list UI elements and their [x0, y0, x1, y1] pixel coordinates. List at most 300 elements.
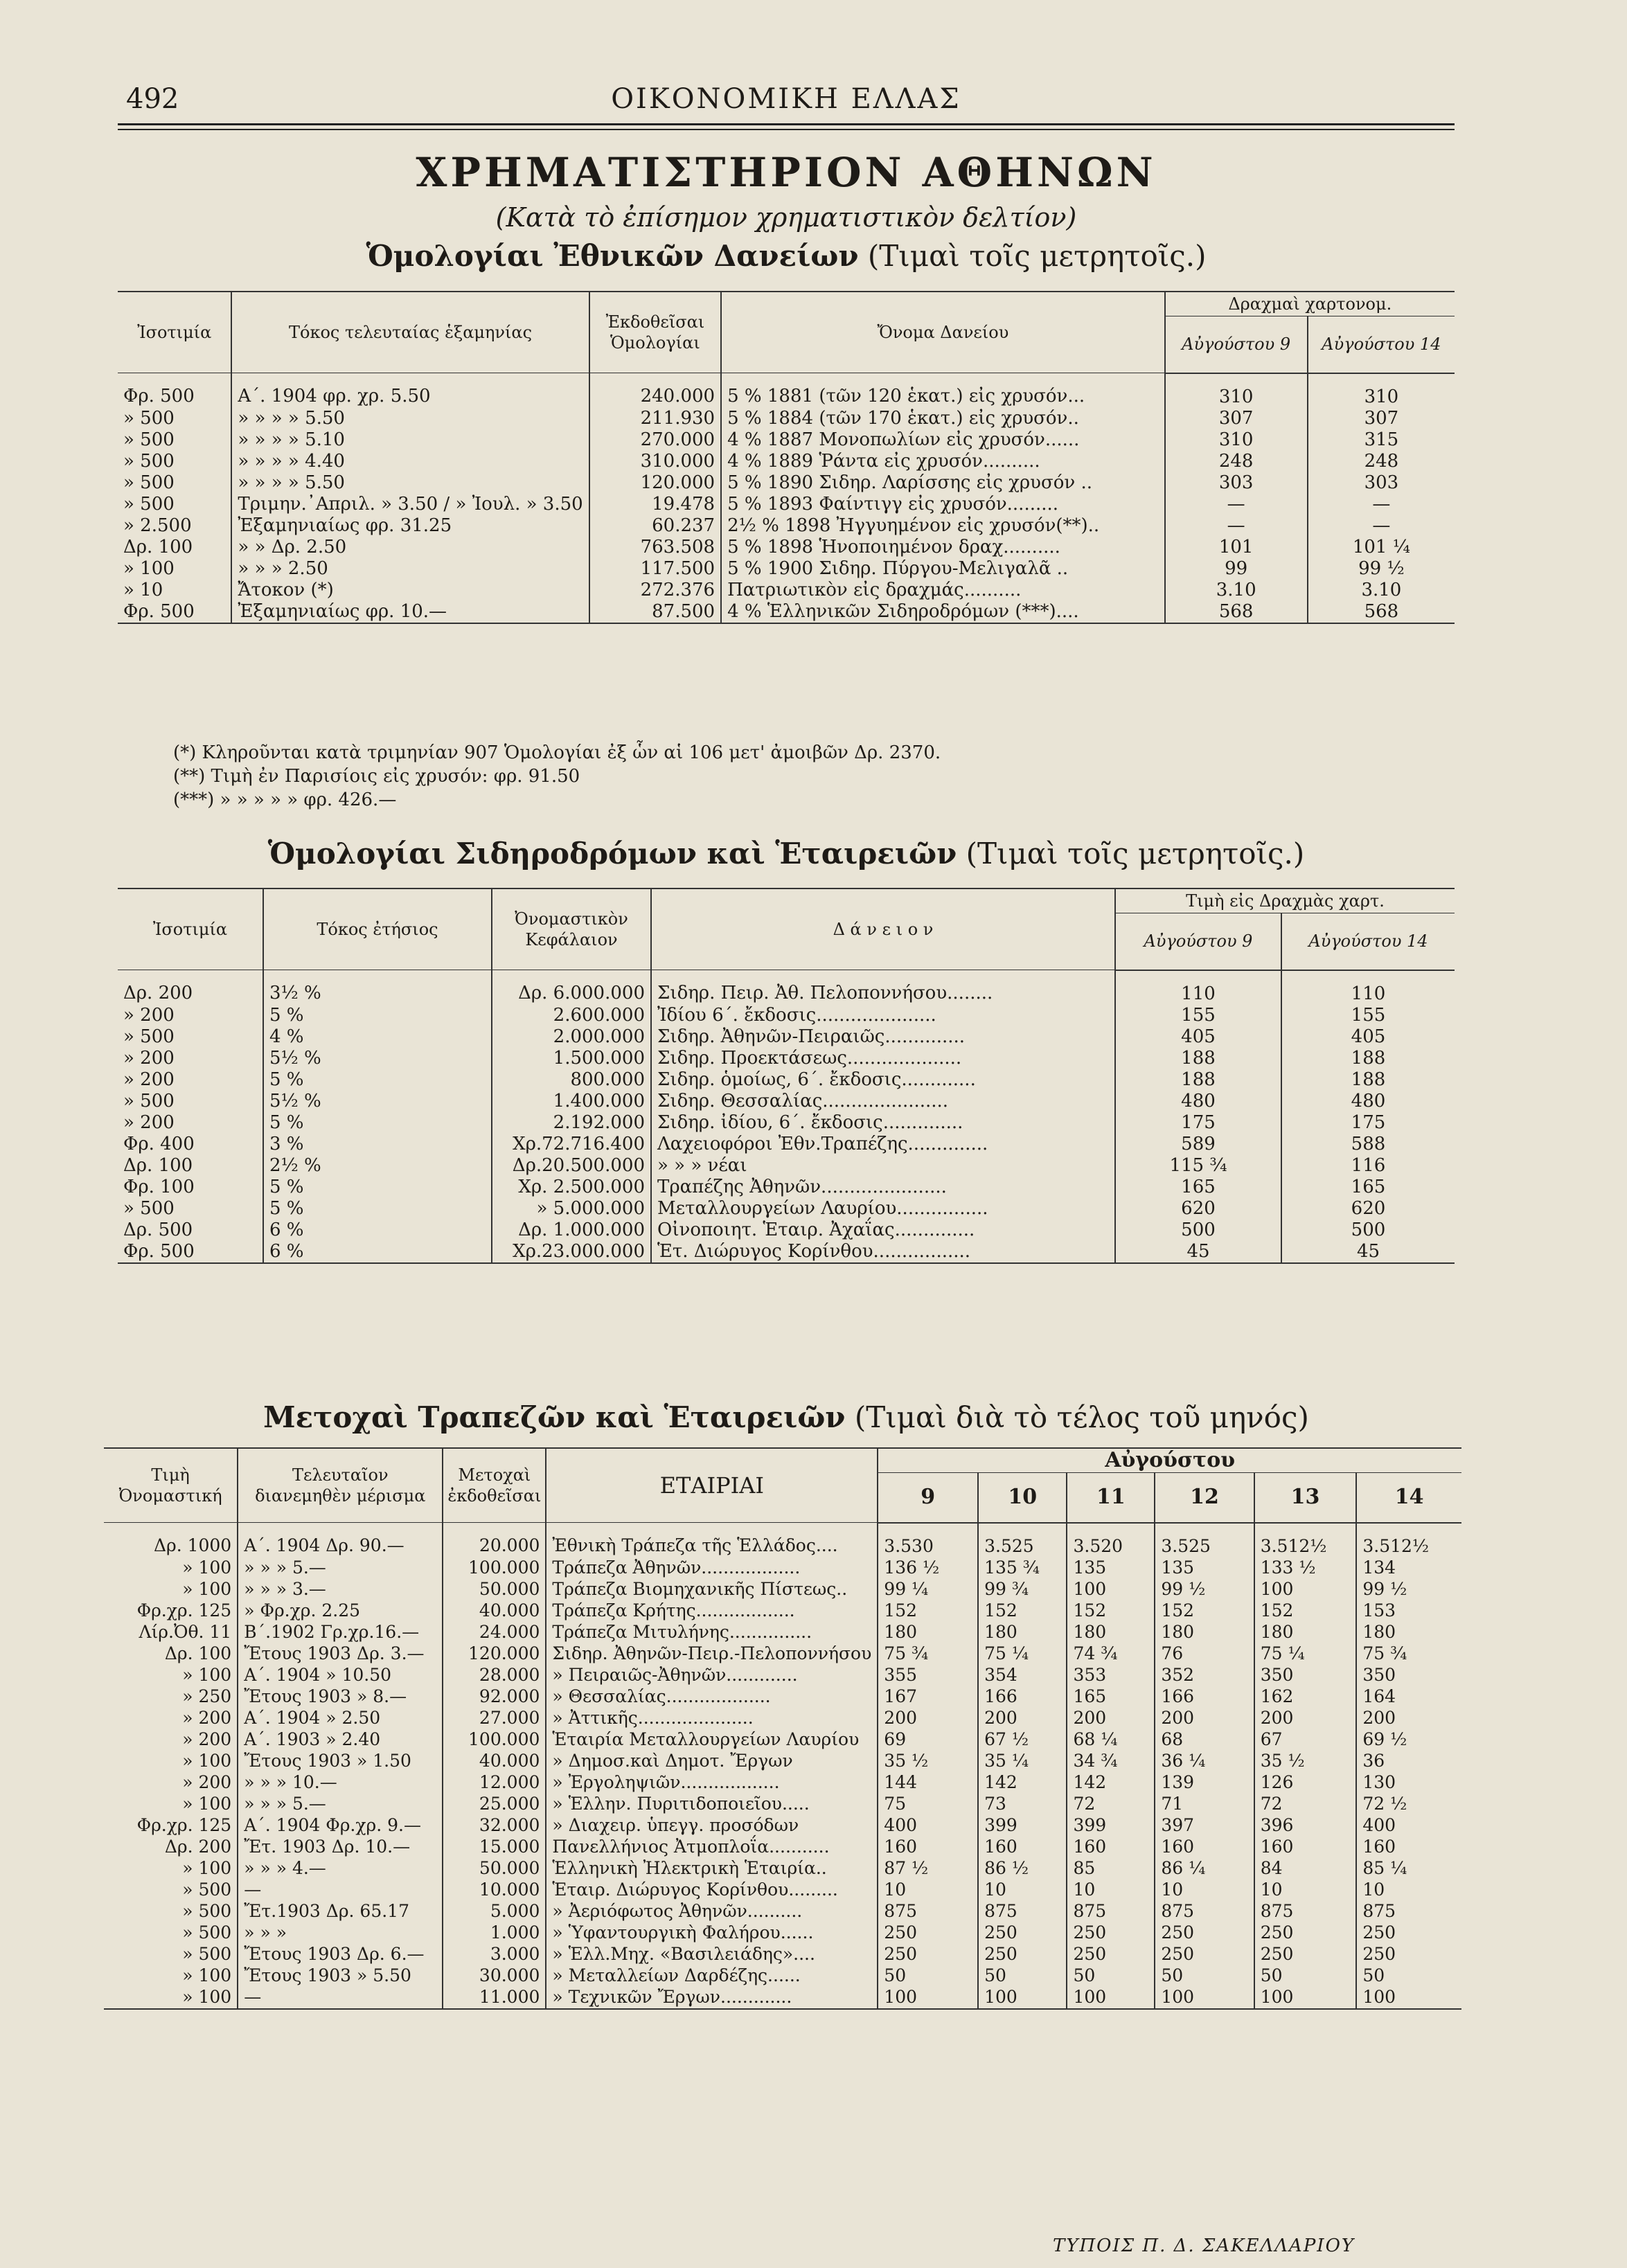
- table-cell: 568: [1364, 600, 1399, 622]
- table-cell: —: [238, 1879, 443, 1901]
- table-cell: 155: [1351, 1004, 1386, 1026]
- table-cell: 211.930: [589, 408, 721, 429]
- table-cell: 307: [1165, 408, 1308, 429]
- table-cell: » Τεχνικῶν Ἔργων.............: [546, 1987, 878, 2009]
- table-cell: 875: [978, 1901, 1067, 1922]
- table-cell: » » » » 5.10: [231, 429, 589, 451]
- table-cell: » 500: [118, 1026, 263, 1048]
- col-header-aug9: Αὐγούστου 9: [1165, 316, 1308, 373]
- table-cell: 3 %: [263, 1134, 492, 1155]
- table-cell: 10: [1362, 1879, 1385, 1900]
- page-title: ΧΡΗΜΑΤΙΣΤΗΡΙΟΝ ΑΘΗΝΩΝ: [416, 149, 1157, 196]
- table-cell: 250: [1155, 1944, 1254, 1965]
- table-cell: » 100: [104, 1579, 238, 1600]
- table-cell: Σιδηρ. Πειρ. Ἀθ. Πελοποννήσου........: [651, 970, 1115, 1005]
- table-cell: 165: [1351, 1176, 1386, 1197]
- table-cell: 69: [878, 1729, 978, 1751]
- col-header-annual-interest: Τόκος ἐτήσιος: [263, 889, 492, 970]
- table-cell: 307: [1364, 407, 1399, 429]
- table-cell: Φρ. 500: [118, 373, 231, 408]
- table-cell: 34 ¾: [1067, 1751, 1155, 1772]
- col-header-aug9: Αὐγούστου 9: [1115, 913, 1281, 970]
- table-cell: 11.000: [443, 1987, 546, 2009]
- table-cell: Δρ.20.500.000: [492, 1155, 651, 1177]
- table-cell: 87 ½: [878, 1858, 978, 1879]
- table-cell: 162: [1254, 1686, 1357, 1708]
- table-cell: 72: [1067, 1794, 1155, 1815]
- table-cell: 4 %: [263, 1026, 492, 1048]
- col-header-group: Τιμὴ εἰς Δραχμὰς χαρτ.: [1115, 889, 1455, 913]
- col-header-aug14: Αὐγούστου 14: [1281, 913, 1455, 970]
- table-cell: 30.000: [443, 1965, 546, 1987]
- table-cell: 405: [1351, 1026, 1386, 1047]
- table-cell: » 200: [104, 1729, 238, 1751]
- table-cell: 100: [1067, 1579, 1155, 1600]
- table-cell: 75 ¾: [878, 1643, 978, 1665]
- header-rule: [118, 123, 1455, 130]
- table-cell: 2.192.000: [492, 1112, 651, 1134]
- table-cell: 99 ½: [1155, 1579, 1254, 1600]
- table-cell: 2½ %: [263, 1155, 492, 1177]
- section3-heading: [118, 1400, 1455, 1434]
- table-cell: Σιδηρ. ὁμοίως, 6΄. ἔκδοσις.............: [651, 1069, 1115, 1091]
- col-header-day-13: 13: [1254, 1473, 1357, 1523]
- table-cell: 875: [1067, 1901, 1155, 1922]
- table-cell: Οἰνοποιητ. Ἑταιρ. Ἀχαΐας..............: [651, 1220, 1115, 1241]
- table-cell: » 100: [104, 1665, 238, 1686]
- table-cell: 250: [1254, 1922, 1357, 1944]
- table-cell: » 500: [104, 1901, 238, 1922]
- table-cell: » 100: [104, 1987, 238, 2009]
- table-cell: 3.512½: [1362, 1535, 1430, 1556]
- table-cell: 2.000.000: [492, 1026, 651, 1048]
- table-row: [104, 1622, 1461, 1643]
- table-cell: 250: [1362, 1943, 1396, 1964]
- table-row: [104, 1837, 1461, 1858]
- table-row: [118, 1198, 1455, 1220]
- table-cell: Ἔτ. 1903 Δρ. 10.—: [238, 1837, 443, 1858]
- section2-note: (Τιμαὶ τοῖς μετρητοῖς.): [966, 837, 1305, 870]
- table-cell: 166: [1155, 1686, 1254, 1708]
- col-header-dividend: Τελευταῖον διανεμηθὲν μέρισμα: [238, 1448, 443, 1523]
- table-cell: 5.000: [443, 1901, 546, 1922]
- table-cell: » Ἀττικῆς.....................: [546, 1708, 878, 1729]
- table-cell: 4 % Ἑλληνικῶν Σιδηροδρόμων (***)....: [721, 601, 1164, 623]
- table-cell: 10: [1155, 1879, 1254, 1901]
- table-cell: 200: [878, 1708, 978, 1729]
- table-row: [104, 1751, 1461, 1772]
- table-cell: 200: [1362, 1707, 1396, 1728]
- table-cell: 2.600.000: [492, 1005, 651, 1026]
- col-header-loan: Δ ά ν ε ι ο ν: [651, 889, 1115, 970]
- table-cell: 310.000: [589, 451, 721, 472]
- table-cell: 68 ¼: [1067, 1729, 1155, 1751]
- table-cell: 399: [978, 1815, 1067, 1837]
- table-cell: Μεταλλουργείων Λαυρίου................: [651, 1198, 1115, 1220]
- table-cell: 568: [1165, 601, 1308, 623]
- table-cell: Φρ. 400: [118, 1134, 263, 1155]
- col-header-companies: ΕΤΑΙΡΙΑΙ: [546, 1448, 878, 1523]
- table-cell: » Ἀεριόφωτος Ἀθηνῶν..........: [546, 1901, 878, 1922]
- table-row: [104, 1643, 1461, 1665]
- table-cell: 5 %: [263, 1198, 492, 1220]
- table-cell: 144: [878, 1772, 978, 1794]
- table-cell: 99 ¾: [978, 1579, 1067, 1600]
- table-cell: » » Δρ. 2.50: [231, 537, 589, 558]
- section1-heading: [118, 239, 1455, 273]
- table-cell: 84: [1254, 1858, 1357, 1879]
- col-header-issued: Ἐκδοθεῖσαι Ὁμολογίαι: [589, 292, 721, 373]
- table-cell: 100: [1254, 1579, 1357, 1600]
- table-cell: 72 ½: [1362, 1793, 1407, 1814]
- table-cell: 40.000: [443, 1600, 546, 1622]
- table-cell: » 200: [118, 1048, 263, 1069]
- table-cell: 117.500: [589, 558, 721, 580]
- table-cell: 188: [1351, 1047, 1386, 1069]
- table-cell: 134: [1362, 1557, 1396, 1578]
- table-cell: 272.376: [589, 580, 721, 601]
- table-cell: 165: [1067, 1686, 1155, 1708]
- table-cell: 166: [978, 1686, 1067, 1708]
- table-cell: Ἔτους 1903 Δρ. 3.—: [238, 1643, 443, 1665]
- table-cell: 50.000: [443, 1858, 546, 1879]
- table-cell: 589: [1115, 1134, 1281, 1155]
- table-cell: 110: [1351, 983, 1386, 1004]
- table-cell: » 200: [118, 1069, 263, 1091]
- table-cell: 180: [1362, 1621, 1396, 1642]
- table-cell: 352: [1155, 1665, 1254, 1686]
- table-cell: 133 ½: [1254, 1557, 1357, 1579]
- table-cell: 68: [1155, 1729, 1254, 1751]
- table-cell: 36 ¼: [1155, 1751, 1254, 1772]
- table-cell: 3.520: [1067, 1523, 1155, 1557]
- table-row: [104, 1523, 1461, 1557]
- table-cell: 86 ½: [978, 1858, 1067, 1879]
- national-loans-table: [118, 291, 1455, 624]
- table-cell: 500: [1115, 1220, 1281, 1241]
- table-row: [104, 1901, 1461, 1922]
- table-cell: 250: [1067, 1922, 1155, 1944]
- table-cell: 480: [1115, 1091, 1281, 1112]
- page-subtitle: (Κατὰ τὸ ἐπίσημον χρηματιστικὸν δελτίον): [495, 202, 1077, 233]
- table-cell: » 500: [118, 1198, 263, 1220]
- table-row: [104, 1686, 1461, 1708]
- table-cell: 99 ½: [1362, 1578, 1407, 1599]
- table-cell: Ἑταιρ. Διώρυγος Κορίνθου.........: [546, 1879, 878, 1901]
- table-cell: 5 % 1898 Ἡνοποιημένον δραχ..........: [721, 537, 1164, 558]
- shares-table: [104, 1447, 1461, 2010]
- table-cell: 875: [1155, 1901, 1254, 1922]
- table-cell: 620: [1115, 1198, 1281, 1220]
- table-cell: Β΄.1902 Γρ.χρ.16.—: [238, 1622, 443, 1643]
- table-row: [104, 1665, 1461, 1686]
- table-cell: 60.237: [589, 515, 721, 537]
- table-cell: 3.10: [1361, 579, 1402, 600]
- table-cell: 396: [1254, 1815, 1357, 1837]
- table-cell: » 100: [118, 558, 231, 580]
- table-row: [104, 1815, 1461, 1837]
- col-header-par: Ἰσοτιμία: [118, 292, 231, 373]
- table-cell: 101 ¼: [1352, 536, 1410, 557]
- table-cell: » 200: [104, 1772, 238, 1794]
- table-cell: 100.000: [443, 1557, 546, 1579]
- table-cell: Σιδηρ. Ἀθηνῶν-Πειραιῶς..............: [651, 1026, 1115, 1048]
- table-cell: 188: [1115, 1069, 1281, 1091]
- table-cell: —: [1165, 494, 1308, 515]
- table-cell: 164: [1362, 1686, 1396, 1706]
- table-row: [118, 1241, 1455, 1263]
- table-cell: 50: [978, 1965, 1067, 1987]
- table-cell: Α΄. 1903 » 2.40: [238, 1729, 443, 1751]
- table-cell: » 500: [104, 1879, 238, 1901]
- table-cell: 10: [1067, 1879, 1155, 1901]
- table-cell: 5 %: [263, 1069, 492, 1091]
- table-cell: 180: [1254, 1622, 1357, 1643]
- table-cell: » » » » 5.50: [231, 408, 589, 429]
- table-cell: 36: [1362, 1750, 1385, 1771]
- table-cell: 155: [1115, 1005, 1281, 1026]
- table-cell: Δρ. 1.000.000: [492, 1220, 651, 1241]
- table-cell: 110: [1115, 970, 1281, 1005]
- table-cell: 10.000: [443, 1879, 546, 1901]
- table-cell: 116: [1351, 1154, 1386, 1176]
- table-cell: 480: [1351, 1090, 1386, 1111]
- table-cell: » 100: [104, 1965, 238, 1987]
- table-cell: 160: [978, 1837, 1067, 1858]
- table-cell: 100: [1155, 1987, 1254, 2009]
- table-cell: » 500: [118, 494, 231, 515]
- table-cell: 120.000: [589, 472, 721, 494]
- table-cell: 50: [1362, 1965, 1385, 1985]
- table-cell: » 500: [118, 1091, 263, 1112]
- table-cell: 75 ¾: [1362, 1643, 1407, 1663]
- col-header-nominal: Τιμὴ Ὀνομαστική: [104, 1448, 238, 1523]
- table-cell: 5 %: [263, 1005, 492, 1026]
- table-cell: » » » 4.—: [238, 1858, 443, 1879]
- table-row: [104, 1944, 1461, 1965]
- table-cell: —: [1165, 515, 1308, 537]
- table-cell: 86 ¼: [1155, 1858, 1254, 1879]
- running-header: [118, 78, 1455, 119]
- table-cell: Ἄτοκον (*): [231, 580, 589, 601]
- table-cell: 10: [1254, 1879, 1357, 1901]
- table-cell: 5½ %: [263, 1091, 492, 1112]
- table-cell: » 250: [104, 1686, 238, 1708]
- table-cell: 875: [1254, 1901, 1357, 1922]
- table-cell: 303: [1165, 472, 1308, 494]
- table-cell: » Θεσσαλίας...................: [546, 1686, 878, 1708]
- table-cell: 5 %: [263, 1177, 492, 1198]
- table-cell: 75: [878, 1794, 978, 1815]
- table-cell: 50: [1254, 1965, 1357, 1987]
- table-cell: » Φρ.χρ. 2.25: [238, 1600, 443, 1622]
- table-cell: 99 ½: [1358, 557, 1405, 579]
- table-row: [118, 451, 1455, 472]
- table-cell: Δρ. 100: [118, 537, 231, 558]
- col-header-day-14: 14: [1356, 1473, 1461, 1523]
- table-cell: Α΄. 1904 Φρ.χρ. 9.—: [238, 1815, 443, 1837]
- table-row: [118, 1177, 1455, 1198]
- table-row: [104, 1987, 1461, 2009]
- table-cell: » Ἑλλην. Πυριτιδοποιεῖου.....: [546, 1794, 878, 1815]
- table-cell: 100: [878, 1987, 978, 2009]
- table-cell: 200: [978, 1708, 1067, 1729]
- table-cell: 40.000: [443, 1751, 546, 1772]
- table-cell: » 100: [104, 1557, 238, 1579]
- table-cell: 303: [1364, 472, 1399, 493]
- table-cell: 250: [1067, 1944, 1155, 1965]
- table-cell: Δρ. 500: [118, 1220, 263, 1241]
- table-cell: » 2.500: [118, 515, 231, 537]
- table-cell: 175: [1351, 1111, 1386, 1133]
- table-cell: » » » » 4.40: [231, 451, 589, 472]
- table-cell: 6 %: [263, 1241, 492, 1263]
- table-row: [118, 429, 1455, 451]
- table-cell: 73: [978, 1794, 1067, 1815]
- table-cell: —: [1372, 493, 1391, 515]
- table-cell: Δρ. 200: [118, 970, 263, 1005]
- table-cell: 99: [1165, 558, 1308, 580]
- table-cell: 250: [1362, 1922, 1396, 1943]
- table-cell: Ἔτους 1903 » 1.50: [238, 1751, 443, 1772]
- table-cell: Α΄. 1904 φρ. χρ. 5.50: [231, 373, 589, 408]
- table-cell: 2½ % 1898 Ἠγγυημένον εἰς χρυσόν(**)..: [721, 515, 1164, 537]
- table-cell: Ἔτους 1903 Δρ. 6.—: [238, 1944, 443, 1965]
- table-cell: Α΄. 1904 » 2.50: [238, 1708, 443, 1729]
- table-cell: Ἔτ.1903 Δρ. 65.17: [238, 1901, 443, 1922]
- table-cell: 152: [978, 1600, 1067, 1622]
- table-cell: 3.525: [1155, 1523, 1254, 1557]
- table-cell: 310: [1165, 373, 1308, 408]
- table-cell: 15.000: [443, 1837, 546, 1858]
- footnote-3: (***) » » » » » φρ. 426.—: [173, 789, 397, 810]
- table-cell: 405: [1115, 1026, 1281, 1048]
- table-cell: 180: [1067, 1622, 1155, 1643]
- table-cell: 85 ¼: [1362, 1857, 1407, 1878]
- table-cell: 588: [1351, 1133, 1386, 1154]
- table-cell: 24.000: [443, 1622, 546, 1643]
- table-cell: » Ὑφαντουργικὴ Φαλήρου......: [546, 1922, 878, 1944]
- table-cell: » 500: [118, 451, 231, 472]
- table-cell: 240.000: [589, 373, 721, 408]
- table-cell: » » » 5.—: [238, 1557, 443, 1579]
- table-cell: » » »: [238, 1922, 443, 1944]
- table-cell: 100: [978, 1987, 1067, 2009]
- table-row: [104, 1557, 1461, 1579]
- table-cell: Σιδηρ. Ἀθηνῶν-Πειρ.-Πελοποννήσου: [546, 1643, 878, 1665]
- table-cell: Λαχειοφόροι Ἐθν.Τραπέζης..............: [651, 1134, 1115, 1155]
- table-cell: 248: [1165, 451, 1308, 472]
- table-cell: 188: [1115, 1048, 1281, 1069]
- table-cell: 135: [1155, 1557, 1254, 1579]
- table-cell: 3.10: [1165, 580, 1308, 601]
- table-cell: 126: [1254, 1772, 1357, 1794]
- table-cell: Ἔτους 1903 » 5.50: [238, 1965, 443, 1987]
- table-cell: 397: [1155, 1815, 1254, 1837]
- table-cell: 10: [878, 1879, 978, 1901]
- table-row: [104, 1579, 1461, 1600]
- table-cell: Φρ.χρ. 125: [104, 1600, 238, 1622]
- table-row: [104, 1600, 1461, 1622]
- table-cell: 100: [1362, 1986, 1396, 2007]
- table-cell: Δρ. 6.000.000: [492, 970, 651, 1005]
- table-cell: 152: [1254, 1600, 1357, 1622]
- table-cell: » » » » 5.50: [231, 472, 589, 494]
- table-cell: Φρ. 500: [118, 601, 231, 623]
- table-cell: 355: [878, 1665, 978, 1686]
- table-cell: 160: [1067, 1837, 1155, 1858]
- table-cell: 67: [1254, 1729, 1357, 1751]
- table-cell: » » » 3.—: [238, 1579, 443, 1600]
- table-cell: 180: [1155, 1622, 1254, 1643]
- table-row: [118, 1220, 1455, 1241]
- table-cell: 139: [1155, 1772, 1254, 1794]
- col-header-nominal-capital: Ὀνομαστικὸν Κεφάλαιον: [492, 889, 651, 970]
- col-header-august: Αὐγούστου: [878, 1448, 1461, 1473]
- table-cell: Χρ.23.000.000: [492, 1241, 651, 1263]
- table-cell: —: [238, 1987, 443, 2009]
- table-cell: 3.525: [978, 1523, 1067, 1557]
- table-row: [118, 373, 1455, 408]
- table-cell: 45: [1356, 1240, 1380, 1262]
- table-cell: » 500: [104, 1922, 238, 1944]
- table-cell: Α΄. 1904 Δρ. 90.—: [238, 1523, 443, 1557]
- table-row: [118, 1134, 1455, 1155]
- table-cell: 350: [1362, 1664, 1396, 1685]
- table-cell: 5 % 1893 Φαίντιγγ εἰς χρυσόν.........: [721, 494, 1164, 515]
- table-cell: » 500: [118, 429, 231, 451]
- section2-heading: [118, 837, 1455, 870]
- table-cell: 75 ¼: [978, 1643, 1067, 1665]
- table-cell: 160: [878, 1837, 978, 1858]
- table-cell: 87.500: [589, 601, 721, 623]
- table-cell: » 200: [104, 1708, 238, 1729]
- table-cell: Τριμην.᾿Απριλ. » 3.50 / » Ἰουλ. » 3.50: [231, 494, 589, 515]
- table-row: [104, 1879, 1461, 1901]
- table-cell: 180: [978, 1622, 1067, 1643]
- table-cell: Λίρ.Ὀθ. 11: [104, 1622, 238, 1643]
- table-cell: 400: [1362, 1814, 1396, 1835]
- table-cell: 160: [1254, 1837, 1357, 1858]
- table-cell: 12.000: [443, 1772, 546, 1794]
- running-title: ΟΙΚΟΝΟΜΙΚΗ ΕΛΛΑΣ: [611, 83, 961, 115]
- table-cell: Φρ. 500: [118, 1241, 263, 1263]
- table-cell: 248: [1364, 450, 1399, 472]
- table-cell: 75 ¼: [1254, 1643, 1357, 1665]
- table-row: [118, 1048, 1455, 1069]
- table-row: [104, 1772, 1461, 1794]
- table-cell: Ἑτ. Διώρυγος Κορίνθου.................: [651, 1241, 1115, 1263]
- table-cell: 50: [1155, 1965, 1254, 1987]
- col-header-par: Ἰσοτιμία: [118, 889, 263, 970]
- table-cell: 1.500.000: [492, 1048, 651, 1069]
- table-cell: 250: [978, 1944, 1067, 1965]
- page-number: 492: [126, 83, 179, 115]
- table-cell: 399: [1067, 1815, 1155, 1837]
- table-cell: 100.000: [443, 1729, 546, 1751]
- table-cell: 310: [1364, 386, 1399, 407]
- table-cell: 152: [1155, 1600, 1254, 1622]
- table-cell: 3.530: [878, 1523, 978, 1557]
- col-header-shares-issued: Μετοχαὶ ἐκδοθεῖσαι: [443, 1448, 546, 1523]
- table-cell: 92.000: [443, 1686, 546, 1708]
- table-cell: 69 ½: [1362, 1729, 1407, 1749]
- table-cell: 45: [1115, 1241, 1281, 1263]
- table-cell: 200: [1155, 1708, 1254, 1729]
- table-cell: 175: [1115, 1112, 1281, 1134]
- table-cell: » Διαχειρ. ὑπεγγ. προσόδων: [546, 1815, 878, 1837]
- table-row: [104, 1794, 1461, 1815]
